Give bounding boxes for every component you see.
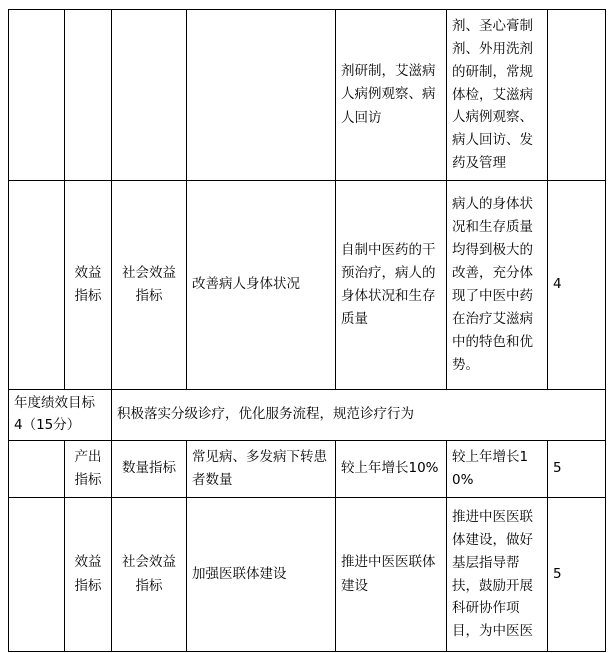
- performance-goal-table: [8, 9, 606, 652]
- cell-row2-col1: [9, 181, 65, 390]
- cell-row5-score: 5: [548, 498, 606, 652]
- cell-row5-completion: 推进中医医联体建设，做好基层指导帮扶，鼓励开展科研协作项目，为中医医: [447, 498, 548, 652]
- annual-goal-label-line1: 年度绩效目标: [14, 395, 95, 412]
- cell-row4-indicator-name: 常见病、多发病下转患者数量: [187, 441, 336, 498]
- cell-row1-col2: [65, 10, 112, 181]
- cell-row4-col1: [9, 441, 65, 498]
- cell-row5-indicator-type: 效益指标: [65, 498, 112, 652]
- cell-row4-indicator-type: 产出指标: [65, 441, 112, 498]
- table-row: [9, 10, 606, 181]
- cell-row1-indicator-value: 剂研制，艾滋病人病例观察、病人回访: [336, 10, 447, 181]
- cell-row2-indicator-name: 改善病人身体状况: [187, 181, 336, 390]
- cell-row1-col3: [112, 10, 187, 181]
- cell-row1-completion: 剂、圣心膏制剂、外用洗剂的研制，常规体检，艾滋病人病例观察、病人回访、发药及管理: [447, 10, 548, 181]
- cell-row1-col1: [9, 10, 65, 181]
- cell-row4-target-value: 较上年增长10%: [336, 441, 447, 498]
- table-row: [9, 441, 606, 498]
- cell-row5-col1: [9, 498, 65, 652]
- table-row: [9, 181, 606, 390]
- annual-goal-label-line2: 4（15分）: [14, 417, 81, 433]
- cell-row4-completion: 较上年增长10%: [447, 441, 548, 498]
- cell-row2-score: 4: [548, 181, 606, 390]
- annual-goal-label: [9, 390, 112, 441]
- cell-row2-target-value: 自制中医药的干预治疗，病人的身体状况和生存质量: [336, 181, 447, 390]
- cell-row1-score: [548, 10, 606, 181]
- table-row: [9, 498, 606, 652]
- cell-row2-completion: 病人的身体状况和生存质量均得到极大的改善，充分体现了中医中药在治疗艾滋病中的特色和优势。: [447, 181, 548, 390]
- cell-row5-indicator-subtype: 社会效益指标: [112, 498, 187, 652]
- cell-row1-col4: [187, 10, 336, 181]
- cell-row5-indicator-name: 加强医联体建设: [187, 498, 336, 652]
- annual-goal-content: 积极落实分级诊疗，优化服务流程，规范诊疗行为: [112, 390, 606, 441]
- cell-row4-indicator-subtype: 数量指标: [112, 441, 187, 498]
- table-row-annual-goal: [9, 390, 606, 441]
- cell-row4-score: 5: [548, 441, 606, 498]
- cell-row2-indicator-type: 效益指标: [65, 181, 112, 390]
- cell-row2-indicator-subtype: 社会效益指标: [112, 181, 187, 390]
- cell-row5-target-value: 推进中医医联体建设: [336, 498, 447, 652]
